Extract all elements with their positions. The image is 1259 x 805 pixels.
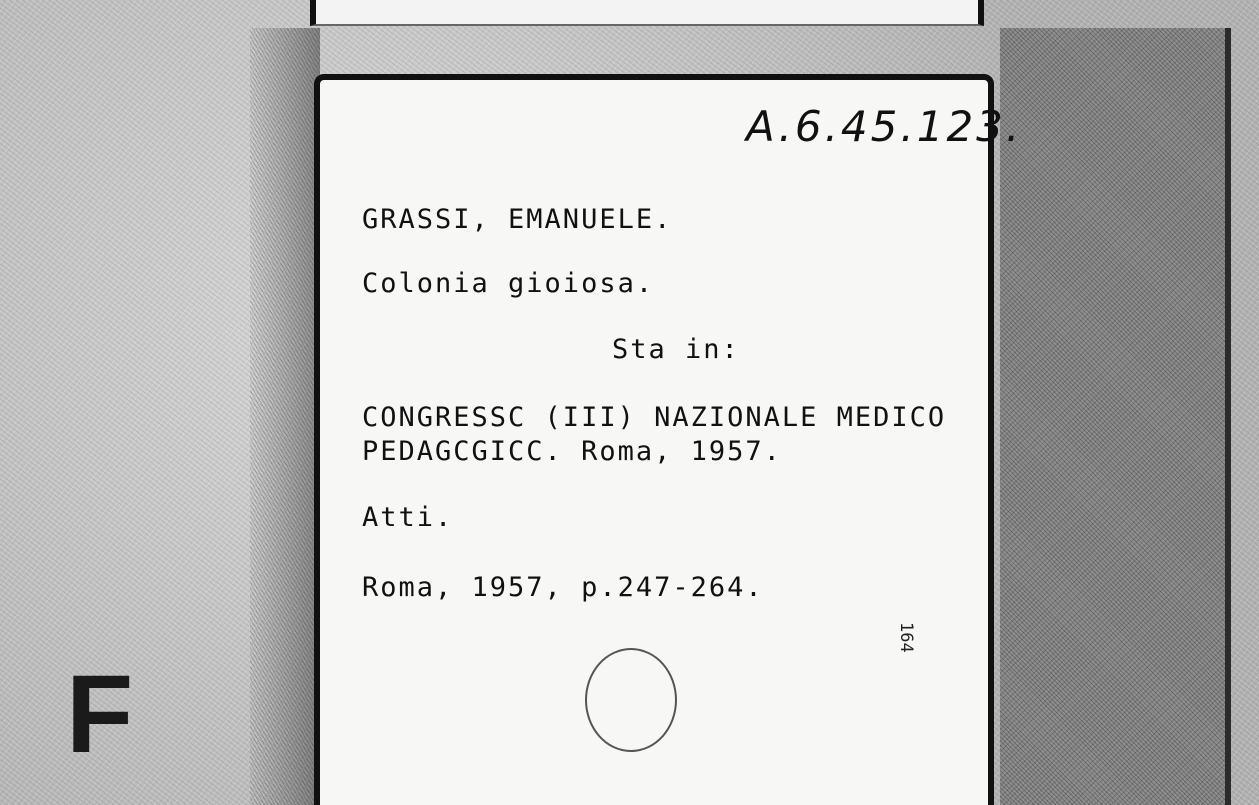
tray-letter: F [66, 653, 134, 776]
side-number: 164 [896, 622, 916, 653]
imprint-line: Roma, 1957, p.247-264. [362, 572, 764, 603]
author-line: GRASSI, EMANUELE. [362, 204, 673, 235]
card-left-shadow [250, 28, 320, 805]
previous-card-edge [310, 0, 984, 26]
catalog-card [314, 74, 1023, 805]
source-title: Atti. [362, 502, 454, 533]
card-stack-right-edge [1000, 28, 1231, 805]
punch-hole [585, 648, 677, 752]
in-label: Sta in: [612, 334, 740, 365]
source-line-2: PEDAGCGICC. Roma, 1957. [362, 436, 782, 467]
source-line-1: CONGRESSC (III) NAZIONALE MEDICO [362, 402, 947, 433]
title-line: Colonia gioiosa. [362, 268, 655, 299]
call-number: A.6.45.123. [746, 102, 1023, 151]
